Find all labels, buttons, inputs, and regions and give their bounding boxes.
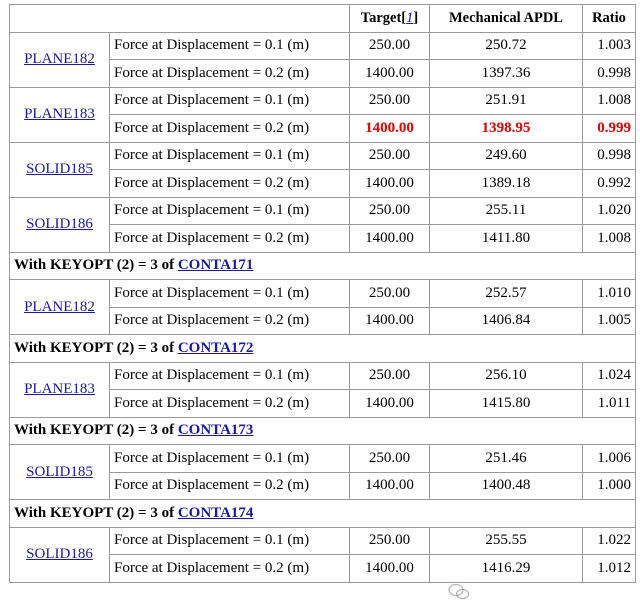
header-blank [10,5,350,33]
contact-element-link[interactable]: CONTA171 [177,257,254,274]
target-cell: 1400.00 [350,390,430,418]
section-row [10,335,636,363]
section-heading [10,335,636,363]
header-target: Target[1] [350,5,430,33]
apdl-cell: 250.72 [430,32,583,60]
description-cell: Force at Displacement = 0.1 (m) [110,197,350,225]
section-prefix: With KEYOPT (2) = 3 of [14,339,178,356]
watermark [448,581,634,603]
element-type-link[interactable]: PLANE183 [24,106,95,122]
element-cell [10,32,110,87]
element-cell [10,445,110,500]
target-cell: 250.00 [350,280,430,308]
ratio-cell: 1.010 [583,280,636,308]
ratio-cell: 1.022 [583,527,636,555]
element-cell [10,280,110,335]
ratio-cell: 1.024 [583,362,636,390]
table-row [10,280,636,308]
apdl-cell: 255.55 [430,527,583,555]
apdl-cell: 1397.36 [430,60,583,88]
section-row [10,252,636,280]
table-row [10,32,636,60]
element-type-link[interactable]: SOLID185 [26,463,93,480]
description-cell: Force at Displacement = 0.1 (m) [110,445,350,473]
description-cell: Force at Displacement = 0.2 (m) [110,472,350,500]
ratio-cell: 1.011 [583,390,636,418]
target-cell: 1400.00 [350,472,430,500]
target-cell: 1400.00 [350,60,430,88]
description-cell: Force at Displacement = 0.2 (m) [110,170,350,198]
contact-element-link[interactable]: CONTA172 [177,339,254,356]
target-cell: 1400.00 [350,555,430,583]
apdl-cell: 1400.48 [430,472,583,500]
apdl-cell: 251.91 [430,87,583,115]
section-heading [10,417,636,445]
ratio-cell: 1.000 [583,472,636,500]
description-cell: Force at Displacement = 0.2 (m) [110,307,350,335]
element-type-link[interactable]: PLANE182 [24,51,95,67]
wechat-icon [448,583,470,601]
ratio-cell: 0.998 [583,60,636,88]
element-type-link[interactable]: PLANE183 [24,381,95,397]
element-cell [10,527,110,582]
target-cell: 250.00 [350,32,430,60]
table-row [10,362,636,390]
section-heading [10,252,636,280]
description-cell: Force at Displacement = 0.1 (m) [110,142,350,170]
ratio-cell: 1.008 [583,87,636,115]
target-cell: 1400.00 [350,115,430,143]
apdl-cell: 1406.84 [430,307,583,335]
element-cell [10,87,110,142]
ratio-cell: 1.005 [583,307,636,335]
element-type-link[interactable]: SOLID186 [26,216,93,232]
table-row [10,527,636,555]
target-cell: 250.00 [350,142,430,170]
apdl-cell: 1411.80 [430,225,583,253]
description-cell: Force at Displacement = 0.1 (m) [110,87,350,115]
apdl-cell: 256.10 [430,362,583,390]
ratio-cell: 1.020 [583,197,636,225]
section-prefix: With KEYOPT (2) = 3 of [14,422,178,439]
section-row [10,500,636,528]
target-cell: 250.00 [350,87,430,115]
apdl-cell: 1416.29 [430,555,583,583]
target-cell: 250.00 [350,197,430,225]
element-cell [10,142,110,197]
header-row [10,5,636,33]
table-row [10,87,636,115]
description-cell: Force at Displacement = 0.2 (m) [110,555,350,583]
target-cell: 250.00 [350,527,430,555]
target-cell: 1400.00 [350,225,430,253]
element-cell [10,362,110,417]
table-row [10,142,636,170]
description-cell: Force at Displacement = 0.1 (m) [110,280,350,308]
section-row [10,417,636,445]
apdl-cell: 1389.18 [430,170,583,198]
element-cell [10,197,110,252]
target-cell: 1400.00 [350,170,430,198]
apdl-cell: 1398.95 [430,115,583,143]
ratio-cell: 1.006 [583,445,636,473]
target-reference-link[interactable]: 1 [406,9,414,26]
ratio-cell: 1.012 [583,555,636,583]
element-type-link[interactable]: SOLID186 [26,546,93,562]
ratio-cell: 0.999 [583,115,636,143]
apdl-cell: 252.57 [430,280,583,308]
contact-element-link[interactable]: CONTA174 [177,504,254,521]
ratio-cell: 1.008 [583,225,636,253]
target-cell: 250.00 [350,445,430,473]
description-cell: Force at Displacement = 0.2 (m) [110,390,350,418]
contact-element-link[interactable]: CONTA173 [177,422,254,439]
table-row [10,197,636,225]
description-cell: Force at Displacement = 0.2 (m) [110,225,350,253]
target-cell: 1400.00 [350,307,430,335]
description-cell: Force at Displacement = 0.2 (m) [110,115,350,143]
description-cell: Force at Displacement = 0.1 (m) [110,362,350,390]
section-prefix: With KEYOPT (2) = 3 of [14,257,178,274]
ratio-cell: 0.998 [583,142,636,170]
description-cell: Force at Displacement = 0.1 (m) [110,32,350,60]
ratio-cell: 0.992 [583,170,636,198]
section-prefix: With KEYOPT (2) = 3 of [14,504,178,521]
header-ratio: Ratio [583,5,636,33]
element-type-link[interactable]: SOLID185 [26,161,93,177]
element-type-link[interactable]: PLANE182 [24,298,95,315]
description-cell: Force at Displacement = 0.1 (m) [110,527,350,555]
table-row [10,445,636,473]
ratio-cell: 1.003 [583,32,636,60]
apdl-cell: 249.60 [430,142,583,170]
apdl-cell: 1415.80 [430,390,583,418]
description-cell: Force at Displacement = 0.2 (m) [110,60,350,88]
header-apdl: Mechanical APDL [430,5,583,33]
apdl-cell: 251.46 [430,445,583,473]
target-cell: 250.00 [350,362,430,390]
apdl-cell: 255.11 [430,197,583,225]
section-heading [10,500,636,528]
results-table [9,4,636,583]
